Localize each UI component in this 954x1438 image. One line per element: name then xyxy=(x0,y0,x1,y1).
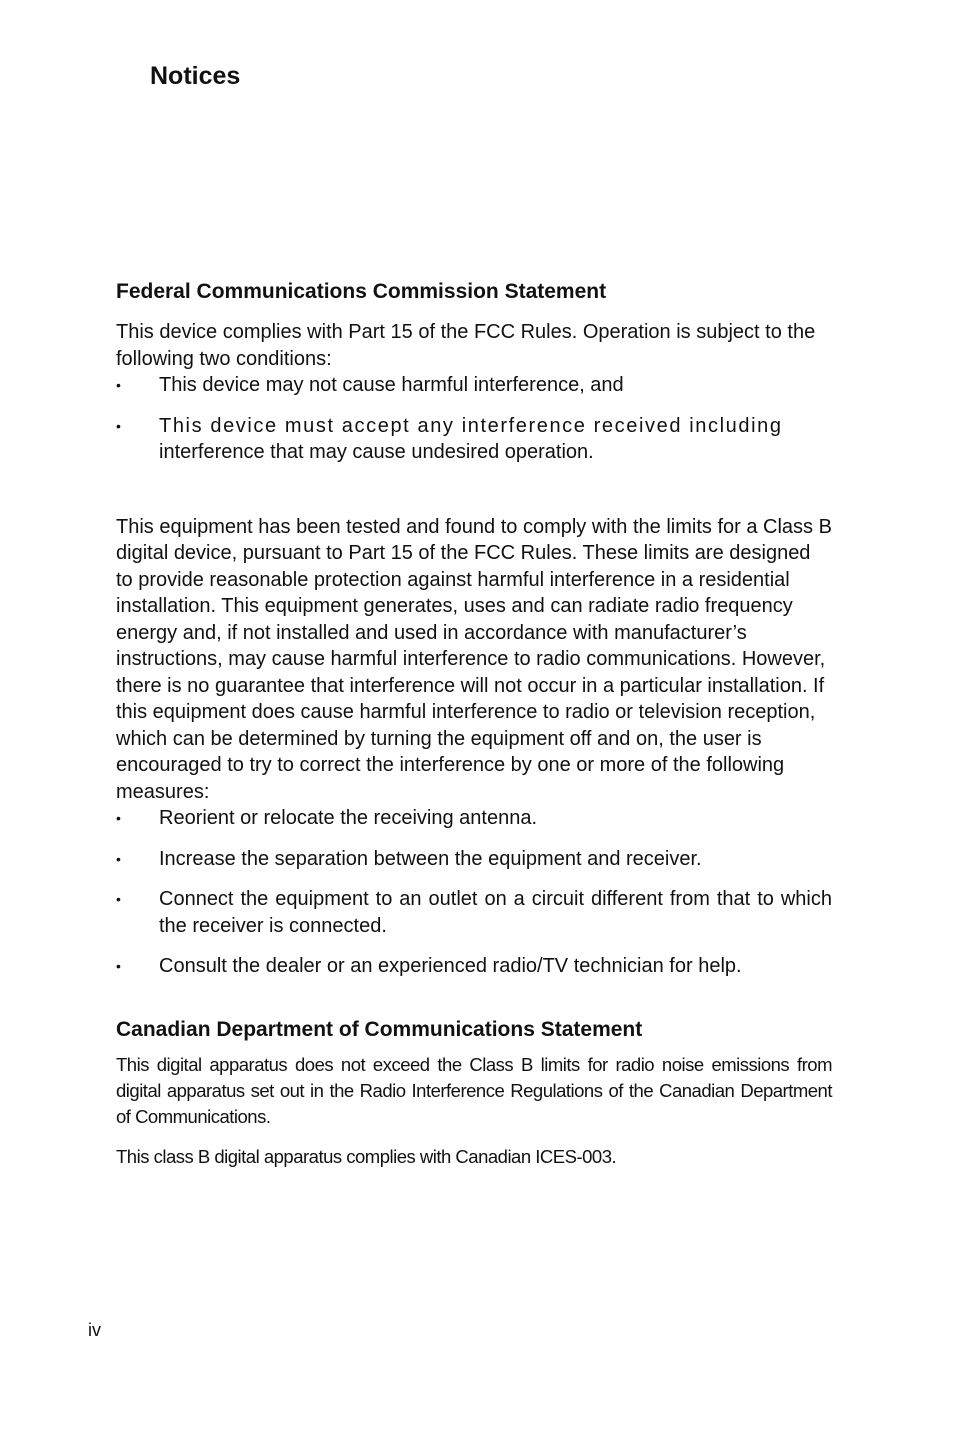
notices-content xyxy=(116,278,832,1170)
page-number: iv xyxy=(88,1320,101,1340)
bullet-icon: • xyxy=(116,417,121,434)
condition-text: This device may not cause harmful interference, and xyxy=(159,374,624,396)
list-item xyxy=(116,413,832,466)
fcc-section-heading: Federal Communications Commission Statement xyxy=(116,280,607,303)
measure-text: Reorient or relocate the receiving antenna. xyxy=(159,807,538,829)
condition-text: This device must accept any interference received including interference that may cause undesired operation. xyxy=(159,414,783,463)
measure-text: Consult the dealer or an experienced radio/TV technician for help. xyxy=(159,955,742,977)
cdc-paragraph-2: This class B digital apparatus complies with Canadian ICES-003. xyxy=(116,1145,617,1167)
bullet-icon: • xyxy=(116,377,121,393)
bullet-icon: • xyxy=(116,850,121,867)
page-title: Notices xyxy=(150,62,241,90)
measure-text: Connect the equipment to an outlet on a circuit different from that to which the receiver is connected. xyxy=(159,888,832,937)
list-item xyxy=(116,372,832,399)
cdc-section-heading: Canadian Department of Communications Statement xyxy=(116,1017,643,1041)
fcc-measures-list xyxy=(116,805,832,980)
list-item xyxy=(116,953,832,980)
fcc-conditions-list xyxy=(116,372,832,466)
list-item xyxy=(116,886,832,939)
bullet-icon: • xyxy=(116,891,121,907)
fcc-body-paragraph: This equipment has been tested and found to comply with the limits for a Class B digital device, pursuant to Part 15 of the FCC Rules. These limits are designed to provide reasonable protection against harmful interference in a residential installation. This equipment generates, uses and can radiate radio frequency energy and, if not installed and used in accordance with manufacturer’s instructions, may cause harmful interference to radio communications. However, there is no guarantee that interference will not occur in a particular installation. If this equipment does cause harmful interference to radio or television reception, which can be determined by turning the equipment off and on, the user is encouraged to try to correct the interference by one or more of the following measures: xyxy=(116,515,832,803)
measure-text: Increase the separation between the equipment and receiver. xyxy=(159,847,702,870)
bullet-icon: • xyxy=(116,958,121,974)
list-item xyxy=(116,805,832,832)
bullet-icon: • xyxy=(116,810,121,826)
list-item xyxy=(116,846,832,873)
cdc-paragraph-1: This digital apparatus does not exceed the Class B limits for radio noise emissions from digital apparatus set out in the Radio Interference Regulations of the Canadian Department of Communications. xyxy=(116,1053,832,1127)
fcc-intro-paragraph: This device complies with Part 15 of the FCC Rules. Operation is subject to the following two conditions: xyxy=(116,321,816,370)
